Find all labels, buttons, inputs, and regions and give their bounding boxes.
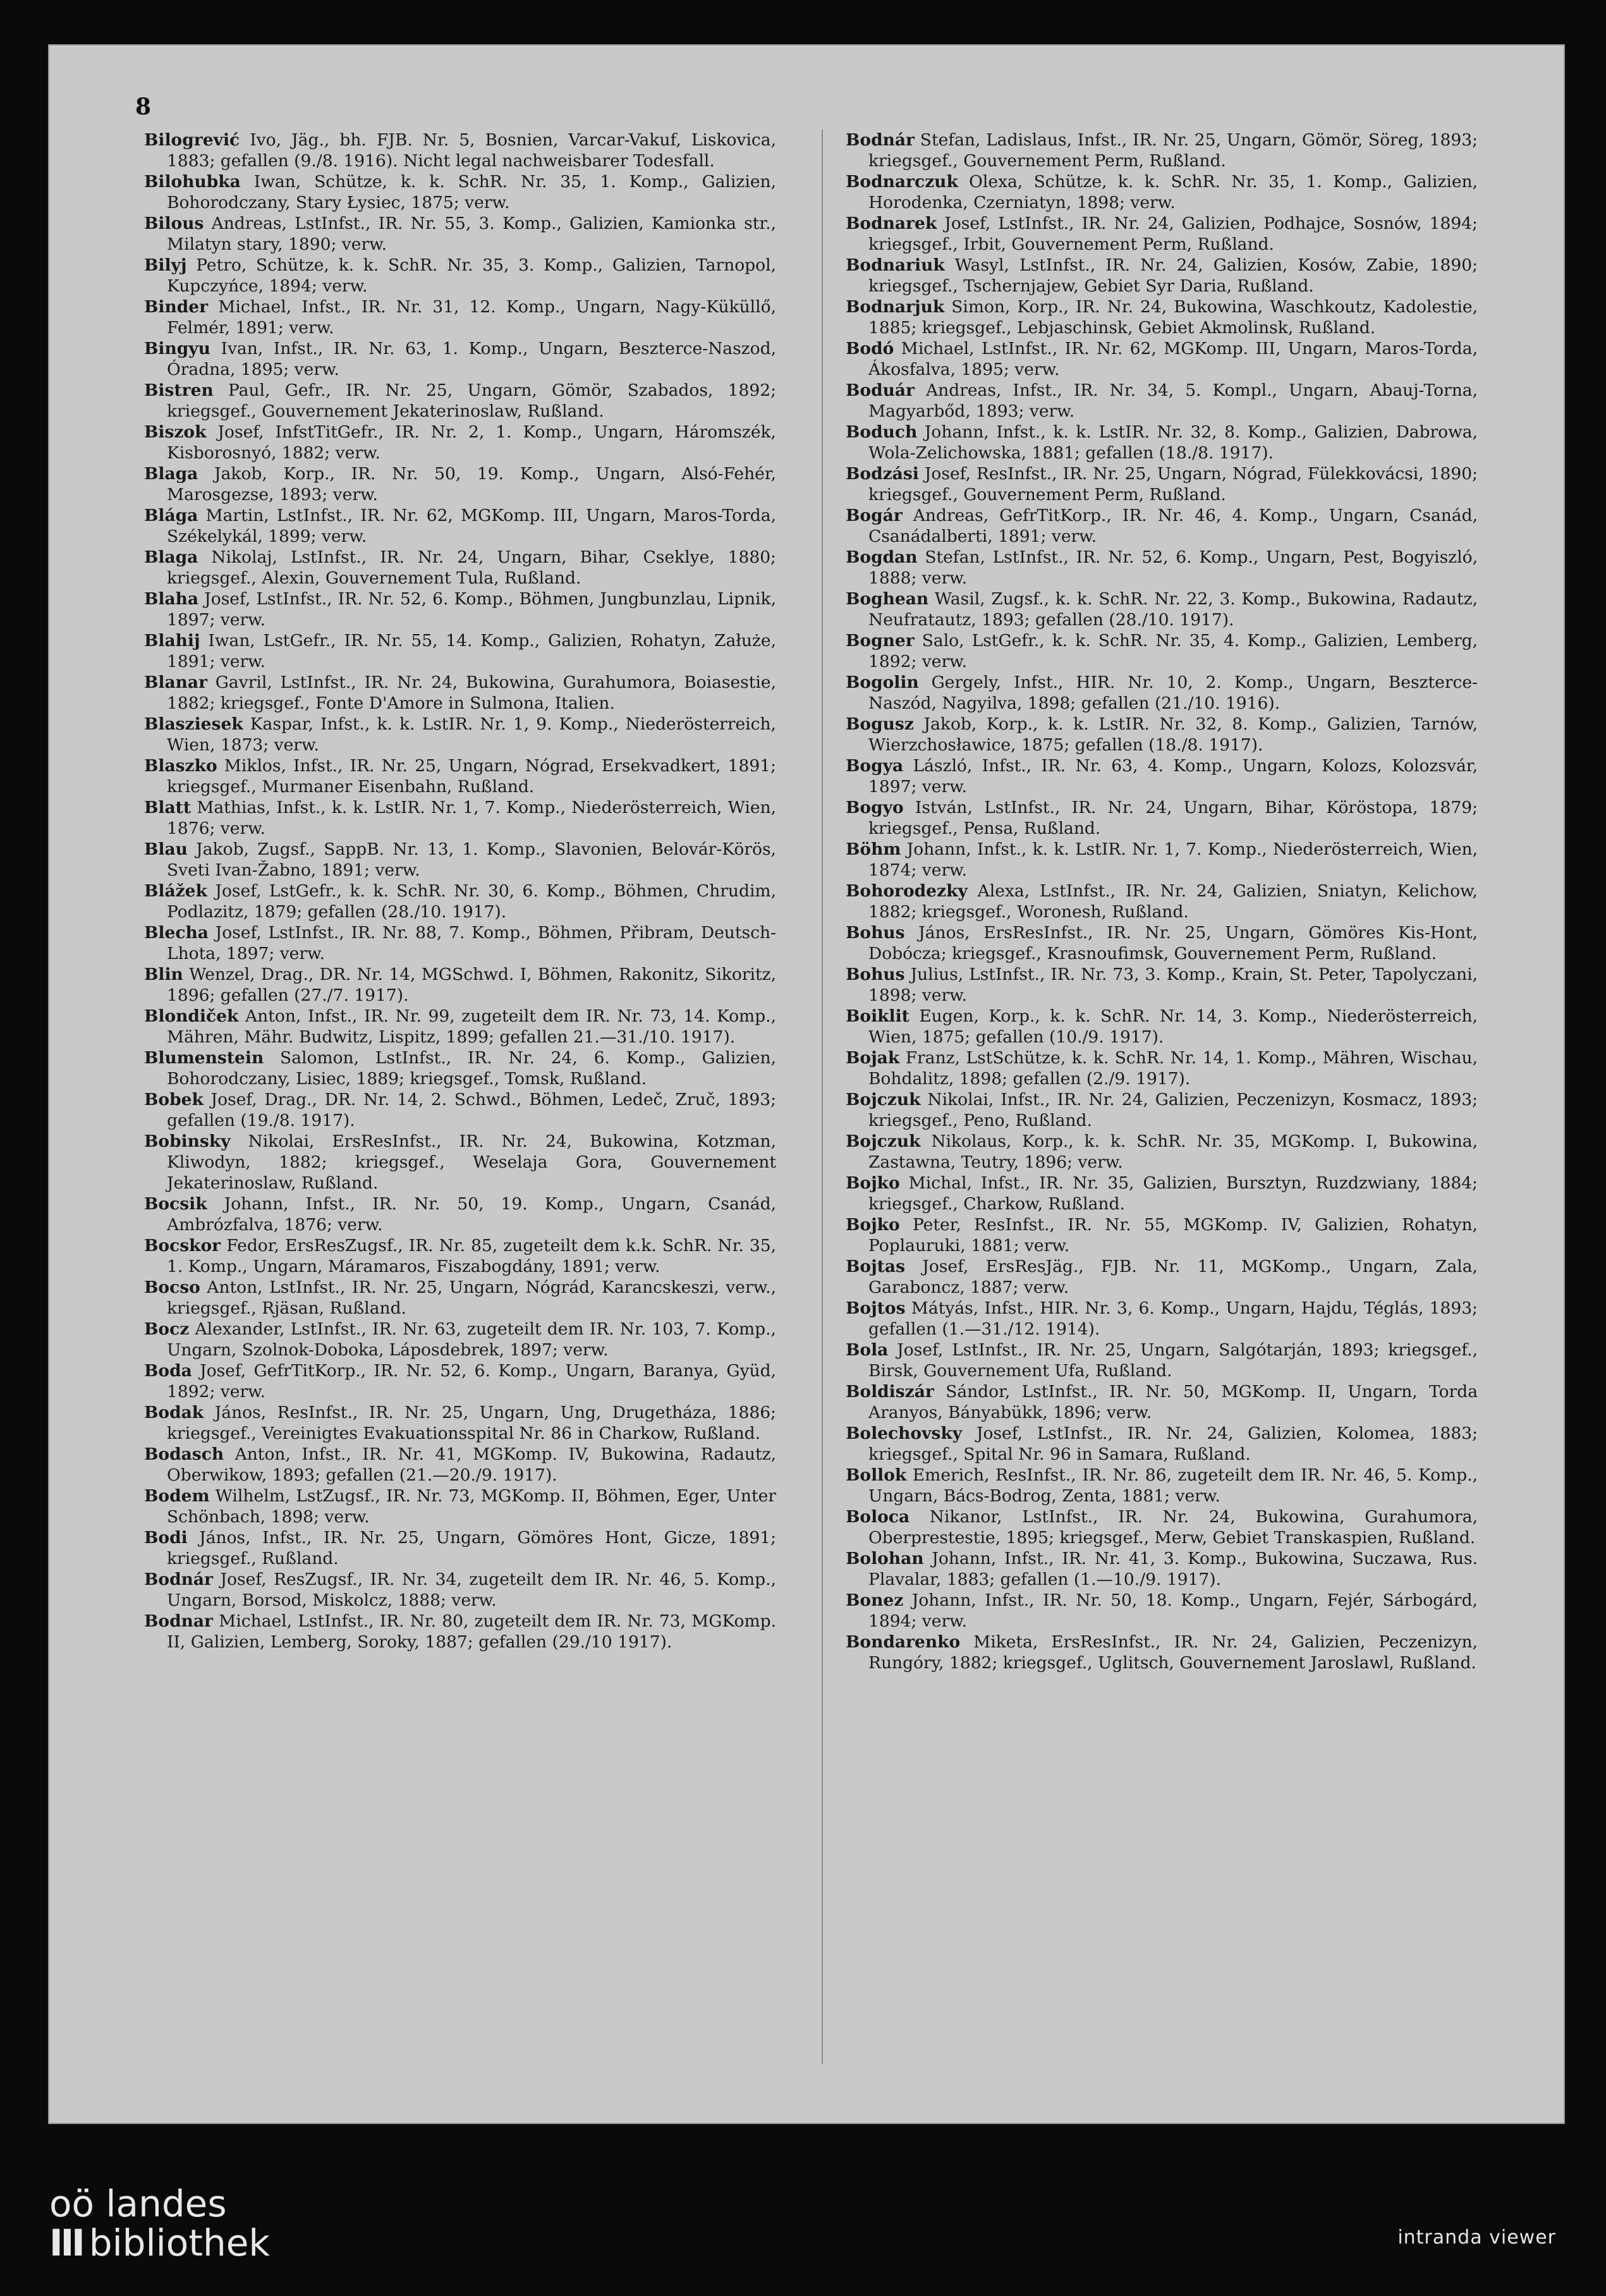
- entry-details: Josef, GefrTitKorp., IR. Nr. 52, 6. Komp., Ungarn, Baranya, Gyüd, 1892; verw.: [167, 1361, 776, 1401]
- logo-line-2: bibliothek: [88, 2221, 270, 2264]
- entry-details: Josef, LstInfst., IR. Nr. 88, 7. Komp., Böhmen, Přibram, Deutsch-Lhota, 1897; verw.: [167, 923, 776, 963]
- list-entry: [144, 714, 776, 755]
- list-entry: [846, 1131, 1478, 1173]
- entry-details: Andreas, GefrTitKorp., IR. Nr. 46, 4. Komp., Ungarn, Csanád, Csanádalberti, 1891; verw.: [868, 506, 1478, 546]
- entry-surname: Bilous: [144, 214, 204, 233]
- entry-surname: Bogner: [846, 631, 915, 650]
- list-entry: [144, 1611, 776, 1652]
- entry-details: Johann, Infst., IR. Nr. 50, 19. Komp., Ungarn, Csanád, Ambrózfalva, 1876; verw.: [167, 1194, 776, 1235]
- entry-details: Anton, Infst., IR. Nr. 99, zugeteilt dem IR. Nr. 73, 14. Komp., Mähren, Mähr. Budwitz, Lispitz, 1899; gefallen 21.—31./10. 1917).: [167, 1006, 776, 1047]
- entry-surname: Bojko: [846, 1173, 900, 1193]
- entry-surname: Bolechovsky: [846, 1424, 963, 1443]
- entry-details: Josef, LstInfst., IR. Nr. 25, Ungarn, Salgótarján, 1893; kriegsgef., Birsk, Gouvernement Ufa, Rußland.: [868, 1340, 1478, 1381]
- entry-details: Josef, ResZugsf., IR. Nr. 34, zugeteilt dem IR. Nr. 46, 5. Komp., Ungarn, Borsod, Miskolcz, 1888; verw.: [167, 1570, 776, 1610]
- entry-details: Michael, LstInfst., IR. Nr. 62, MGKomp. III, Ungarn, Maros-Torda, Ákosfalva, 1895; verw.: [868, 339, 1478, 379]
- list-entry: [144, 589, 776, 630]
- entry-surname: Bobinsky: [144, 1132, 231, 1151]
- entry-details: Josef, LstInfst., IR. Nr. 52, 6. Komp., Böhmen, Jungbunzlau, Lipnik, 1897; verw.: [167, 589, 776, 630]
- logo-bars-icon: III: [49, 2221, 83, 2264]
- entry-surname: Bocskor: [144, 1236, 221, 1255]
- entry-surname: Biszok: [144, 422, 207, 442]
- entry-details: Iwan, Schütze, k. k. SchR. Nr. 35, 1. Komp., Galizien, Bohorodczany, Stary Łysiec, 1875; verw.: [167, 172, 776, 212]
- list-entry: [144, 213, 776, 255]
- entry-details: Wasyl, LstInfst., IR. Nr. 24, Galizien, Kosów, Zabie, 1890; kriegsgef., Tschernjajew, Gebiet Syr Daria, Rußland.: [868, 255, 1478, 296]
- entry-details: Iwan, LstGefr., IR. Nr. 55, 14. Komp., Galizien, Rohatyn, Załuże, 1891; verw.: [167, 631, 776, 671]
- entry-surname: Bodak: [144, 1403, 204, 1422]
- list-entry: [144, 296, 776, 338]
- entry-details: János, Infst., IR. Nr. 25, Ungarn, Gömöres Hont, Gicze, 1891; kriegsgef., Rußland.: [167, 1528, 776, 1568]
- entry-details: Jakob, Korp., k. k. LstIR. Nr. 32, 8. Komp., Galizien, Tarnów, Wierzchosławice, 1875; gefallen (18./8. 1917).: [868, 714, 1478, 755]
- list-entry: [846, 547, 1478, 589]
- list-entry: [846, 213, 1478, 255]
- entry-surname: Blasziesek: [144, 714, 243, 734]
- list-entry: [846, 1381, 1478, 1423]
- entry-details: Salomon, LstInfst., IR. Nr. 24, 6. Komp., Galizien, Bohorodczany, Lisiec, 1889; kriegsgef., Tomsk, Rußland.: [167, 1048, 776, 1089]
- entry-details: Gavril, LstInfst., IR. Nr. 24, Bukowina, Gurahumora, Boiasestie, 1882; kriegsgef., Fonte D'Amore in Sulmona, Italien.: [167, 673, 776, 713]
- entry-surname: Bodnariuk: [846, 255, 945, 275]
- list-entry: [144, 630, 776, 672]
- list-entry: [144, 797, 776, 839]
- entry-surname: Blaha: [144, 589, 199, 609]
- entry-details: Franz, LstSchütze, k. k. SchR. Nr. 14, 1. Komp., Mähren, Wischau, Bohdalitz, 1898; gefallen (2./9. 1917).: [868, 1048, 1478, 1089]
- list-entry: [846, 839, 1478, 881]
- entry-surname: Bojtos: [846, 1298, 906, 1318]
- list-entry: [144, 672, 776, 714]
- entry-surname: Bogya: [846, 756, 904, 776]
- list-entry: [144, 839, 776, 881]
- entry-surname: Bohus: [846, 965, 905, 984]
- entry-details: Fedor, ErsResZugsf., IR. Nr. 85, zugeteilt dem k.k. SchR. Nr. 35, 1. Komp., Ungarn, Máramaros, Fiszabogdány, 1891; verw.: [167, 1236, 776, 1276]
- entry-details: Nikolaj, LstInfst., IR. Nr. 24, Ungarn, Bihar, Cseklye, 1880; kriegsgef., Alexin, Gouvernement Tula, Rußland.: [167, 547, 776, 588]
- entry-surname: Böhm: [846, 840, 901, 859]
- list-entry: [144, 1194, 776, 1235]
- entry-surname: Blážek: [144, 881, 207, 901]
- list-entry: [144, 1131, 776, 1194]
- list-entry: [144, 922, 776, 964]
- list-entry: [846, 1089, 1478, 1131]
- entry-details: Nikolai, Infst., IR. Nr. 24, Galizien, Peczenizyn, Kosmacz, 1893; kriegsgef., Peno, Rußland.: [868, 1090, 1478, 1130]
- entry-surname: Bobek: [144, 1090, 204, 1109]
- list-entry: [846, 1047, 1478, 1089]
- entry-surname: Boda: [144, 1361, 192, 1381]
- logo-line-1: oö landes: [49, 2182, 227, 2225]
- entry-details: Ivan, Infst., IR. Nr. 63, 1. Komp., Ungarn, Beszterce-Naszod, Óradna, 1895; verw.: [167, 339, 776, 379]
- entry-details: Mátyás, Infst., HIR. Nr. 3, 6. Komp., Ungarn, Hajdu, Téglás, 1893; gefallen (1.—31./12. 1914).: [868, 1298, 1478, 1339]
- entry-surname: Bogusz: [846, 714, 914, 734]
- viewer-brand[interactable]: intranda viewer: [1397, 2226, 1556, 2249]
- list-entry: [846, 1173, 1478, 1214]
- entry-surname: Bolohan: [846, 1549, 924, 1568]
- list-entry: [144, 881, 776, 922]
- entry-surname: Bohus: [846, 923, 905, 943]
- list-entry: [144, 1235, 776, 1277]
- entry-details: Michael, LstInfst., IR. Nr. 80, zugeteilt dem IR. Nr. 73, MGKomp. II, Galizien, Lemberg, Soroky, 1887; gefallen (29./10 1917).: [167, 1611, 776, 1652]
- entry-details: Julius, LstInfst., IR. Nr. 73, 3. Komp., Krain, St. Peter, Tapolyczani, 1898; verw.: [868, 965, 1478, 1005]
- list-entry: [846, 1590, 1478, 1632]
- entry-details: Andreas, Infst., IR. Nr. 34, 5. Kompl., Ungarn, Abauj-Torna, Magyarbőd, 1893; verw.: [868, 381, 1478, 421]
- entry-surname: Bocz: [144, 1319, 190, 1339]
- entry-details: Johann, Infst., k. k. LstIR. Nr. 32, 8. Komp., Galizien, Dabrowa, Wola-Zelichowska, 1881; gefallen (18./8. 1917).: [868, 422, 1478, 463]
- entry-surname: Bistren: [144, 381, 214, 400]
- entry-details: István, LstInfst., IR. Nr. 24, Ungarn, Bihar, Köröstopa, 1879; kriegsgef., Pensa, Rußland.: [868, 798, 1478, 838]
- entry-details: Miklos, Infst., IR. Nr. 25, Ungarn, Nógrad, Ersekvadkert, 1891; kriegsgef., Murmaner Eisenbahn, Rußland.: [167, 756, 776, 797]
- list-entry: [846, 589, 1478, 630]
- entry-details: Nikolaus, Korp., k. k. SchR. Nr. 35, MGKomp. I, Bukowina, Zastawna, Teutry, 1896; verw.: [868, 1132, 1478, 1172]
- entry-details: Petro, Schütze, k. k. SchR. Nr. 35, 3. Komp., Galizien, Tarnopol, Kupczyńce, 1894; verw.: [167, 255, 776, 296]
- list-entry: [144, 1527, 776, 1569]
- list-entry: [846, 755, 1478, 797]
- entry-details: Josef, ResInfst., IR. Nr. 25, Ungarn, Nógrad, Fülekkovácsi, 1890; kriegsgef., Gouvernement Perm, Rußland.: [868, 464, 1478, 504]
- list-entry: [144, 463, 776, 505]
- list-entry: [846, 714, 1478, 755]
- entry-details: Anton, Infst., IR. Nr. 41, MGKomp. IV, Bukowina, Radautz, Oberwikow, 1893; gefallen (21.—20./9. 1917).: [167, 1444, 776, 1485]
- list-entry: [846, 338, 1478, 380]
- entry-details: Wilhelm, LstZugsf., IR. Nr. 73, MGKomp. II, Böhmen, Eger, Unter Schönbach, 1898; verw.: [167, 1486, 776, 1527]
- entry-surname: Boghean: [846, 589, 929, 609]
- list-entry: [846, 1548, 1478, 1590]
- entry-surname: Bogolin: [846, 673, 919, 692]
- column-divider: [822, 130, 823, 2064]
- list-entry: [846, 463, 1478, 505]
- list-entry: [846, 1256, 1478, 1298]
- entry-surname: Bojczuk: [846, 1090, 921, 1109]
- entry-details: Wasil, Zugsf., k. k. SchR. Nr. 22, 3. Komp., Bukowina, Radautz, Neufratautz, 1893; gefallen (28./10. 1917).: [868, 589, 1478, 630]
- list-entry: [846, 1340, 1478, 1381]
- entry-surname: Bonez: [846, 1591, 904, 1610]
- entry-surname: Boldiszár: [846, 1382, 934, 1401]
- entry-surname: Boduár: [846, 381, 915, 400]
- list-entry: [144, 1006, 776, 1047]
- entry-surname: Binder: [144, 297, 209, 317]
- entry-surname: Blaga: [144, 547, 198, 567]
- list-entry: [846, 1465, 1478, 1506]
- list-entry: [144, 755, 776, 797]
- list-entry: [846, 881, 1478, 922]
- list-entry: [144, 1047, 776, 1089]
- entry-details: Nikolai, ErsResInfst., IR. Nr. 24, Bukowina, Kotzman, Kliwodyn, 1882; kriegsgef., Weselaja Gora, Gouvernement Jekaterinoslaw, Rußland.: [167, 1132, 776, 1193]
- list-entry: [846, 922, 1478, 964]
- list-entry: [144, 1360, 776, 1402]
- entry-surname: Bodasch: [144, 1444, 224, 1464]
- page-number: 8: [135, 94, 152, 120]
- library-logo[interactable]: [49, 2184, 270, 2262]
- entry-surname: Boloca: [846, 1507, 910, 1527]
- list-entry: [846, 797, 1478, 839]
- entry-details: Josef, InfstTitGefr., IR. Nr. 2, 1. Komp., Ungarn, Háromszék, Kisborosnyó, 1882; verw.: [167, 422, 776, 463]
- entry-surname: Bojtas: [846, 1257, 905, 1276]
- entry-surname: Blatt: [144, 798, 192, 817]
- list-entry: [846, 422, 1478, 463]
- list-entry: [144, 1319, 776, 1360]
- entry-surname: Bogdan: [846, 547, 918, 567]
- right-column: [846, 130, 1478, 1673]
- list-entry: [144, 380, 776, 422]
- entry-surname: Blaszko: [144, 756, 217, 776]
- entry-surname: Bodzási: [846, 464, 919, 484]
- entry-surname: Blahij: [144, 631, 200, 650]
- entry-details: Simon, Korp., IR. Nr. 24, Bukowina, Waschkoutz, Kadolestie, 1885; kriegsgef., Lebjaschinsk, Gebiet Akmolinsk, Rußland.: [868, 297, 1478, 338]
- entry-details: László, Infst., IR. Nr. 63, 4. Komp., Ungarn, Kolozs, Kolozsvár, 1897; verw.: [868, 756, 1478, 797]
- entry-details: Mathias, Infst., k. k. LstIR. Nr. 1, 7. Komp., Niederösterreich, Wien, 1876; verw.: [167, 798, 776, 838]
- list-entry: [144, 422, 776, 463]
- entry-details: Sándor, LstInfst., IR. Nr. 50, MGKomp. II, Ungarn, Torda Aranyos, Bányabükk, 1896; verw.: [868, 1382, 1478, 1422]
- entry-surname: Blaga: [144, 464, 198, 484]
- entry-surname: Blága: [144, 506, 198, 525]
- entry-surname: Bodem: [144, 1486, 210, 1506]
- list-entry: [144, 1569, 776, 1611]
- list-entry: [144, 171, 776, 213]
- list-entry: [144, 505, 776, 547]
- entry-details: Martin, LstInfst., IR. Nr. 62, MGKomp. III, Ungarn, Maros-Torda, Székelykál, 1899; verw.: [167, 506, 776, 546]
- entry-details: Emerich, ResInfst., IR. Nr. 86, zugeteilt dem IR. Nr. 46, 5. Komp., Ungarn, Bács-Bodrog, Zenta, 1881; verw.: [868, 1465, 1478, 1506]
- entry-surname: Blanar: [144, 673, 208, 692]
- entry-surname: Bola: [846, 1340, 889, 1360]
- entry-details: János, ErsResInfst., IR. Nr. 25, Ungarn, Gömöres Kis-Hont, Dobócza; kriegsgef., Krasnoufimsk, Gouvernement Perm, Rußland.: [868, 923, 1478, 963]
- entry-details: Peter, ResInfst., IR. Nr. 55, MGKomp. IV, Galizien, Rohatyn, Poplauruki, 1881; verw.: [868, 1215, 1478, 1255]
- entry-surname: Bingyu: [144, 339, 210, 358]
- entry-details: Josef, LstInfst., IR. Nr. 24, Galizien, Podhajce, Sosnów, 1894; kriegsgef., Irbit, Gouvernement Perm, Rußland.: [868, 214, 1478, 254]
- entry-details: Jakob, Korp., IR. Nr. 50, 19. Komp., Ungarn, Alsó-Fehér, Marosgezse, 1893; verw.: [167, 464, 776, 504]
- entry-details: Miketa, ErsResInfst., IR. Nr. 24, Galizien, Peczenizyn, Rungóry, 1882; kriegsgef., Uglitsch, Gouvernement Jaroslawl, Rußland.: [868, 1632, 1478, 1673]
- entry-details: Josef, ErsResJäg., FJB. Nr. 11, MGKomp., Ungarn, Zala, Garaboncz, 1887; verw.: [868, 1257, 1478, 1297]
- entry-details: Nikanor, LstInfst., IR. Nr. 24, Bukowina, Gurahumora, Oberprestestie, 1895; kriegsgef., Merw, Gebiet Transkaspien, Rußland.: [868, 1507, 1478, 1548]
- entry-details: Wenzel, Drag., DR. Nr. 14, MGSchwd. I, Böhmen, Rakonitz, Sikoritz, 1896; gefallen (27./7. 1917).: [167, 965, 776, 1005]
- entry-details: Gergely, Infst., HIR. Nr. 10, 2. Komp., Ungarn, Beszterce-Naszód, Nagyilva, 1898; gefallen (21./10. 1916).: [868, 673, 1478, 713]
- entry-details: Johann, Infst., IR. Nr. 41, 3. Komp., Bukowina, Suczawa, Rus. Plavalar, 1883; gefallen (1.—10./9. 1917).: [868, 1549, 1478, 1589]
- entry-surname: Bodnarczuk: [846, 172, 958, 192]
- entry-surname: Bohorodezky: [846, 881, 968, 901]
- entry-surname: Bilyj: [144, 255, 187, 275]
- entry-details: Alexa, LstInfst., IR. Nr. 24, Galizien, Sniatyn, Kelichow, 1882; kriegsgef., Woronesh, Rußland.: [868, 881, 1478, 922]
- entry-surname: Bodnar: [144, 1611, 214, 1631]
- entry-surname: Bojko: [846, 1215, 900, 1235]
- list-entry: [144, 255, 776, 296]
- entry-surname: Bodnár: [144, 1570, 214, 1589]
- entry-surname: Bodó: [846, 339, 894, 358]
- entry-surname: Bilohubka: [144, 172, 241, 192]
- entry-surname: Blau: [144, 840, 188, 859]
- list-entry: [846, 964, 1478, 1006]
- entry-surname: Bollok: [846, 1465, 907, 1485]
- entry-details: Eugen, Korp., k. k. SchR. Nr. 14, 3. Komp., Niederösterreich, Wien, 1875; gefallen (10./9. 1917).: [868, 1006, 1478, 1047]
- entry-details: Alexander, LstInfst., IR. Nr. 63, zugeteilt dem IR. Nr. 103, 7. Komp., Ungarn, Szolnok-Doboka, Láposdebrek, 1897; verw.: [167, 1319, 776, 1360]
- list-entry: [846, 672, 1478, 714]
- list-entry: [144, 547, 776, 589]
- entry-details: János, ResInfst., IR. Nr. 25, Ungarn, Ung, Drugetháza, 1886; kriegsgef., Vereinigtes Evakuationsspital Nr. 86 in Charkow, Rußland.: [167, 1403, 776, 1443]
- list-entry: [846, 1506, 1478, 1548]
- list-entry: [144, 1277, 776, 1319]
- list-entry: [846, 380, 1478, 422]
- entry-details: Stefan, Ladislaus, Infst., IR. Nr. 25, Ungarn, Gömör, Söreg, 1893; kriegsgef., Gouvernement Perm, Rußland.: [868, 130, 1478, 171]
- list-entry: [144, 1402, 776, 1444]
- entry-surname: Bodnár: [846, 130, 915, 150]
- entry-details: Salo, LstGefr., k. k. SchR. Nr. 35, 4. Komp., Galizien, Lemberg, 1892; verw.: [868, 631, 1478, 671]
- entry-details: Josef, LstGefr., k. k. SchR. Nr. 30, 6. Komp., Böhmen, Chrudim, Podlazitz, 1879; gefallen (28./10. 1917).: [167, 881, 776, 922]
- list-entry: [846, 296, 1478, 338]
- entry-details: Michael, Infst., IR. Nr. 31, 12. Komp., Ungarn, Nagy-Küküllő, Felmér, 1891; verw.: [167, 297, 776, 338]
- entry-details: Olexa, Schütze, k. k. SchR. Nr. 35, 1. Komp., Galizien, Horodenka, Czerniatyn, 1898; verw.: [868, 172, 1478, 212]
- list-entry: [144, 130, 776, 171]
- list-entry: [846, 1214, 1478, 1256]
- entry-details: Ivo, Jäg., bh. FJB. Nr. 5, Bosnien, Varcar-Vakuf, Liskovica, 1883; gefallen (9./8. 1916). Nicht legal nachweisbarer Todesfall.: [167, 130, 776, 171]
- entry-details: Josef, LstInfst., IR. Nr. 24, Galizien, Kolomea, 1883; kriegsgef., Spital Nr. 96 in Samara, Rußland.: [868, 1424, 1478, 1464]
- list-entry: [846, 171, 1478, 213]
- entry-details: Stefan, LstInfst., IR. Nr. 52, 6. Komp., Ungarn, Pest, Bogyiszló, 1888; verw.: [868, 547, 1478, 588]
- list-entry: [846, 1298, 1478, 1340]
- entry-surname: Blin: [144, 965, 183, 984]
- entry-details: Johann, Infst., k. k. LstIR. Nr. 1, 7. Komp., Niederösterreich, Wien, 1874; verw.: [868, 840, 1478, 880]
- entry-surname: Blondiček: [144, 1006, 239, 1026]
- list-entry: [846, 1006, 1478, 1047]
- entry-surname: Bodnarek: [846, 214, 937, 233]
- list-entry: [846, 1632, 1478, 1673]
- entry-surname: Bogár: [846, 506, 903, 525]
- entry-surname: Boiklit: [846, 1006, 909, 1026]
- entry-details: Paul, Gefr., IR. Nr. 25, Ungarn, Gömör, Szabados, 1892; kriegsgef., Gouvernement Jekaterinoslaw, Rußland.: [167, 381, 776, 421]
- list-entry: [846, 505, 1478, 547]
- entry-surname: Bocsik: [144, 1194, 207, 1214]
- entry-surname: Blecha: [144, 923, 209, 943]
- entry-details: Josef, Drag., DR. Nr. 14, 2. Schwd., Böhmen, Ledeč, Zruč, 1893; gefallen (19./8. 1917).: [167, 1090, 776, 1130]
- list-entry: [144, 1089, 776, 1131]
- entry-details: Jakob, Zugsf., SappB. Nr. 13, 1. Komp., Slavonien, Belovár-Körös, Sveti Ivan-Žabno, 1891; verw.: [167, 840, 776, 880]
- list-entry: [846, 130, 1478, 171]
- list-entry: [846, 630, 1478, 672]
- entry-details: Anton, LstInfst., IR. Nr. 25, Ungarn, Nógrád, Karancskeszi, verw., kriegsgef., Rjäsan, Rußland.: [167, 1278, 776, 1318]
- entry-surname: Bodi: [144, 1528, 188, 1548]
- entry-surname: Bojak: [846, 1048, 900, 1068]
- entry-surname: Bilogrević: [144, 130, 240, 150]
- list-entry: [144, 1486, 776, 1527]
- list-entry: [846, 1423, 1478, 1465]
- entry-surname: Bondarenko: [846, 1632, 961, 1652]
- entry-details: Kaspar, Infst., k. k. LstIR. Nr. 1, 9. Komp., Niederösterreich, Wien, 1873; verw.: [167, 714, 776, 755]
- entry-details: Johann, Infst., IR. Nr. 50, 18. Komp., Ungarn, Fejér, Sárbogárd, 1894; verw.: [868, 1591, 1478, 1631]
- entry-details: Michal, Infst., IR. Nr. 35, Galizien, Bursztyn, Ruzdzwiany, 1884; kriegsgef., Charkow, Rußland.: [868, 1173, 1478, 1214]
- left-column: [144, 130, 776, 1652]
- list-entry: [144, 1444, 776, 1486]
- entry-surname: Bocso: [144, 1278, 200, 1297]
- entry-details: Andreas, LstInfst., IR. Nr. 55, 3. Komp., Galizien, Kamionka str., Milatyn stary, 1890; verw.: [167, 214, 776, 254]
- list-entry: [144, 338, 776, 380]
- entry-surname: Blumenstein: [144, 1048, 264, 1068]
- entry-surname: Bodnarjuk: [846, 297, 945, 317]
- list-entry: [846, 255, 1478, 296]
- entry-surname: Bojczuk: [846, 1132, 921, 1151]
- entry-surname: Bogyo: [846, 798, 904, 817]
- entry-surname: Boduch: [846, 422, 918, 442]
- list-entry: [144, 964, 776, 1006]
